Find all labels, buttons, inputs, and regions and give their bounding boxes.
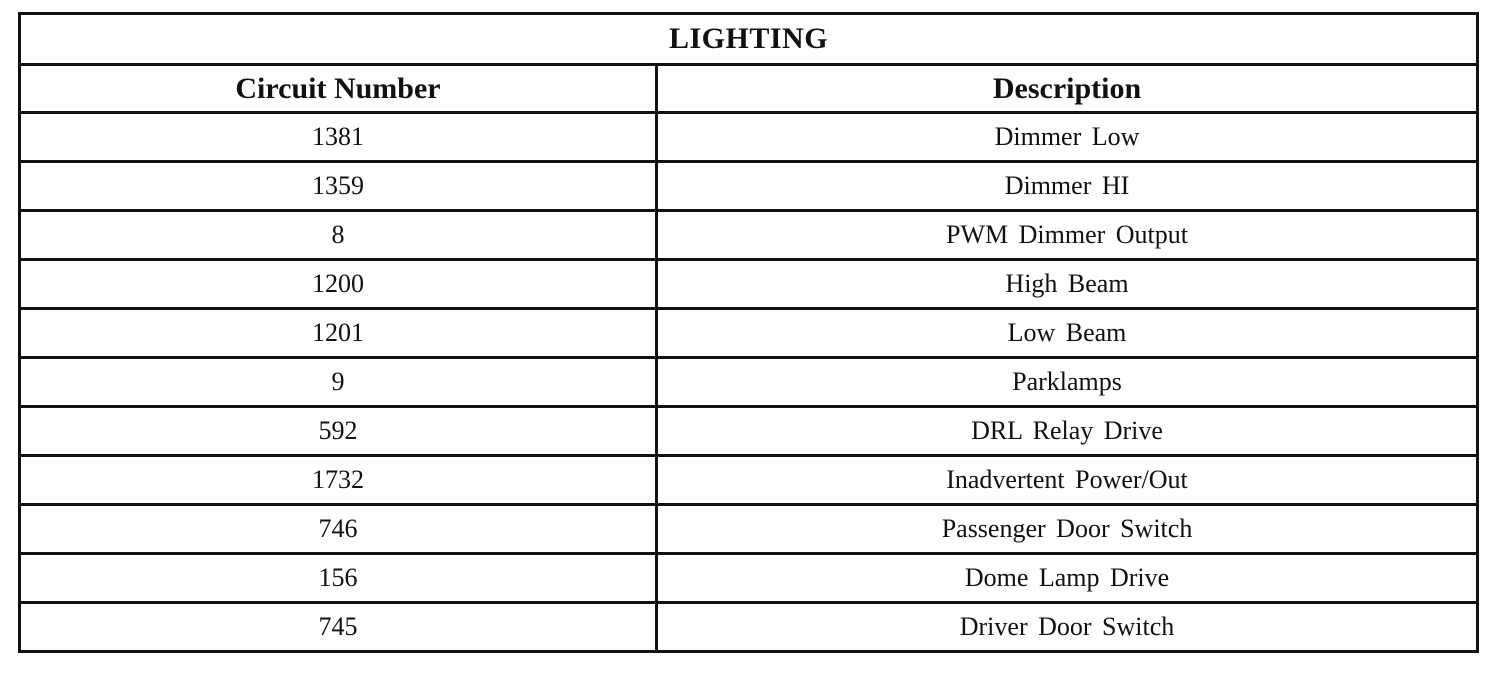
column-header-description: Description — [657, 65, 1478, 113]
circuit-number-cell: 9 — [20, 358, 657, 407]
table-title: LIGHTING — [20, 14, 1478, 65]
description-cell: Inadvertent Power/Out — [657, 456, 1478, 505]
table-row — [20, 554, 1478, 603]
table-row — [20, 505, 1478, 554]
lighting-table — [18, 12, 1479, 653]
circuit-number-cell: 1732 — [20, 456, 657, 505]
table-row — [20, 456, 1478, 505]
lighting-table-container — [18, 12, 1476, 653]
description-cell: Dimmer HI — [657, 162, 1478, 211]
description-cell: PWM Dimmer Output — [657, 211, 1478, 260]
circuit-number-cell: 1201 — [20, 309, 657, 358]
circuit-number-cell: 592 — [20, 407, 657, 456]
table-row — [20, 358, 1478, 407]
table-row — [20, 260, 1478, 309]
circuit-number-cell: 746 — [20, 505, 657, 554]
description-cell: High Beam — [657, 260, 1478, 309]
table-row — [20, 309, 1478, 358]
circuit-number-cell: 1359 — [20, 162, 657, 211]
table-row — [20, 603, 1478, 652]
circuit-number-cell: 8 — [20, 211, 657, 260]
table-row — [20, 162, 1478, 211]
description-cell: Dome Lamp Drive — [657, 554, 1478, 603]
circuit-number-cell: 1381 — [20, 113, 657, 162]
description-cell: Passenger Door Switch — [657, 505, 1478, 554]
description-cell: Parklamps — [657, 358, 1478, 407]
table-row — [20, 407, 1478, 456]
table-row — [20, 113, 1478, 162]
column-header-circuit-number: Circuit Number — [20, 65, 657, 113]
description-cell: Dimmer Low — [657, 113, 1478, 162]
circuit-number-cell: 745 — [20, 603, 657, 652]
description-cell: Driver Door Switch — [657, 603, 1478, 652]
circuit-number-cell: 156 — [20, 554, 657, 603]
description-cell: DRL Relay Drive — [657, 407, 1478, 456]
circuit-number-cell: 1200 — [20, 260, 657, 309]
table-title-row — [20, 14, 1478, 65]
table-header-row — [20, 65, 1478, 113]
description-cell: Low Beam — [657, 309, 1478, 358]
table-row — [20, 211, 1478, 260]
